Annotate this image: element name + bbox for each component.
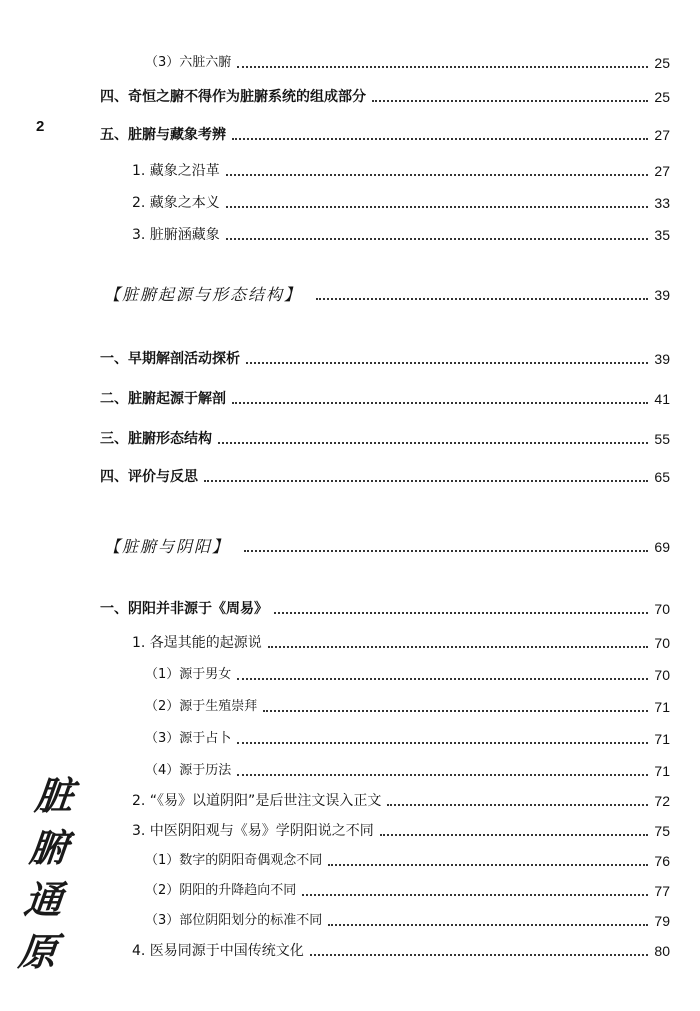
toc-entry-page: 25 (654, 55, 670, 71)
toc-entry[interactable] (145, 760, 670, 782)
toc-entry-page: 77 (654, 883, 670, 899)
toc-entry[interactable] (132, 224, 670, 246)
toc-entry[interactable] (145, 52, 670, 74)
toc-entry-title: 一、早期解剖活动探析 (100, 351, 240, 367)
toc-entry[interactable] (132, 790, 670, 812)
calligraphy-char: 脏 (32, 773, 76, 818)
toc-entry[interactable] (145, 880, 670, 902)
dot-leader (302, 894, 648, 896)
toc-entry[interactable] (100, 428, 670, 450)
toc-entry-title: 四、评价与反思 (100, 469, 198, 485)
toc-entry-page: 71 (654, 763, 670, 779)
toc-entry-title: 2. 藏象之本义 (132, 195, 220, 211)
toc-entry-page: 39 (654, 287, 670, 303)
toc-entry-page: 69 (654, 539, 670, 555)
toc-entry[interactable] (145, 910, 670, 932)
toc-entry-title: （3）六脏六腑 (145, 55, 232, 70)
toc-entry-title: 4. 医易同源于中国传统文化 (132, 943, 304, 959)
toc-entry-page: 35 (654, 227, 670, 243)
dot-leader (237, 742, 648, 744)
toc-entry[interactable] (132, 940, 670, 962)
toc-entry-title: 四、奇恒之腑不得作为脏腑系统的组成部分 (100, 89, 366, 105)
dot-leader (218, 442, 648, 444)
toc-entry[interactable] (100, 124, 670, 146)
toc-entry[interactable] (145, 850, 670, 872)
calligraphy-char: 原 (16, 929, 60, 974)
toc-entry-title: 【脏腑起源与形态结构】 (104, 285, 303, 304)
toc-entry[interactable] (100, 598, 670, 620)
toc-entry-title: （2）阴阳的升降趋向不同 (145, 883, 297, 898)
toc-entry-title: 一、阴阳并非源于《周易》 (100, 601, 268, 617)
dot-leader (372, 100, 648, 102)
calligraphy-char: 通 (21, 877, 65, 922)
calligraphy-char: 腑 (27, 825, 71, 870)
dot-leader (226, 174, 648, 176)
toc-entry-title: 1. 各逞其能的起源说 (132, 635, 262, 651)
toc-entry-title: （4）源于历法 (145, 763, 232, 778)
toc-entry-title: 3. 中医阴阳观与《易》学阴阳说之不同 (132, 823, 374, 839)
toc-entry-page: 27 (654, 163, 670, 179)
toc-entry[interactable] (145, 728, 670, 750)
dot-leader (380, 834, 648, 836)
toc-entry-page: 79 (654, 913, 670, 929)
toc-entry[interactable] (145, 696, 670, 718)
toc-entry[interactable] (145, 664, 670, 686)
toc-entry[interactable] (100, 86, 670, 108)
toc-entry-page: 70 (654, 667, 670, 683)
toc-entry[interactable] (132, 160, 670, 182)
dot-leader (237, 66, 648, 68)
toc-entry-title: 【脏腑与阴阳】 (104, 537, 231, 556)
toc-entry[interactable] (132, 632, 670, 654)
toc-entry-page: 41 (654, 391, 670, 407)
toc-entry-title: （1）数字的阴阳奇偶观念不同 (145, 853, 323, 868)
dot-leader (226, 206, 648, 208)
toc-entry-page: 39 (654, 351, 670, 367)
dot-leader (328, 864, 648, 866)
toc-entry-page: 55 (654, 431, 670, 447)
dot-leader (274, 612, 648, 614)
toc-entry[interactable] (132, 192, 670, 214)
toc-entry[interactable] (104, 536, 670, 558)
toc-entry-title: 三、脏腑形态结构 (100, 431, 212, 447)
toc-entry-page: 70 (654, 601, 670, 617)
toc-entry-title: （3）源于占卜 (145, 731, 232, 746)
toc-entry-page: 27 (654, 127, 670, 143)
dot-leader (204, 480, 648, 482)
dot-leader (232, 138, 648, 140)
dot-leader (316, 298, 648, 300)
toc-entry-title: （1）源于男女 (145, 667, 232, 682)
page-number: 2 (36, 118, 45, 135)
toc-entry-page: 76 (654, 853, 670, 869)
toc-entry-page: 25 (654, 89, 670, 105)
toc-entry[interactable] (100, 348, 670, 370)
dot-leader (268, 646, 648, 648)
toc-entry-page: 71 (654, 731, 670, 747)
toc-entry[interactable] (100, 466, 670, 488)
dot-leader (244, 550, 648, 552)
toc-entry-title: 五、脏腑与藏象考辨 (100, 127, 226, 143)
dot-leader (263, 710, 648, 712)
dot-leader (237, 678, 648, 680)
toc-entry-title: （2）源于生殖崇拜 (145, 699, 258, 714)
dot-leader (232, 402, 648, 404)
dot-leader (387, 804, 648, 806)
toc-entry-page: 72 (654, 793, 670, 809)
toc-entry-page: 71 (654, 699, 670, 715)
toc-entry-page: 75 (654, 823, 670, 839)
toc-entry[interactable] (100, 388, 670, 410)
toc-entry[interactable] (132, 820, 670, 842)
toc-entry-page: 70 (654, 635, 670, 651)
dot-leader (237, 774, 648, 776)
toc-entry-title: 2. “《易》以道阴阳”是后世注文误入正文 (132, 793, 382, 809)
toc-entry-title: （3）部位阴阳划分的标准不同 (145, 913, 323, 928)
dot-leader (226, 238, 648, 240)
toc-entry-title: 二、脏腑起源于解剖 (100, 391, 226, 407)
toc-entry-page: 65 (654, 469, 670, 485)
toc-entry-title: 3. 脏腑涵藏象 (132, 227, 220, 243)
calligraphy-title (15, 770, 77, 978)
toc-entry-title: 1. 藏象之沿革 (132, 163, 220, 179)
toc-entry-page: 80 (654, 943, 670, 959)
dot-leader (328, 924, 648, 926)
toc-entry-page: 33 (654, 195, 670, 211)
toc-entry[interactable] (104, 284, 670, 306)
dot-leader (246, 362, 648, 364)
dot-leader (310, 954, 648, 956)
